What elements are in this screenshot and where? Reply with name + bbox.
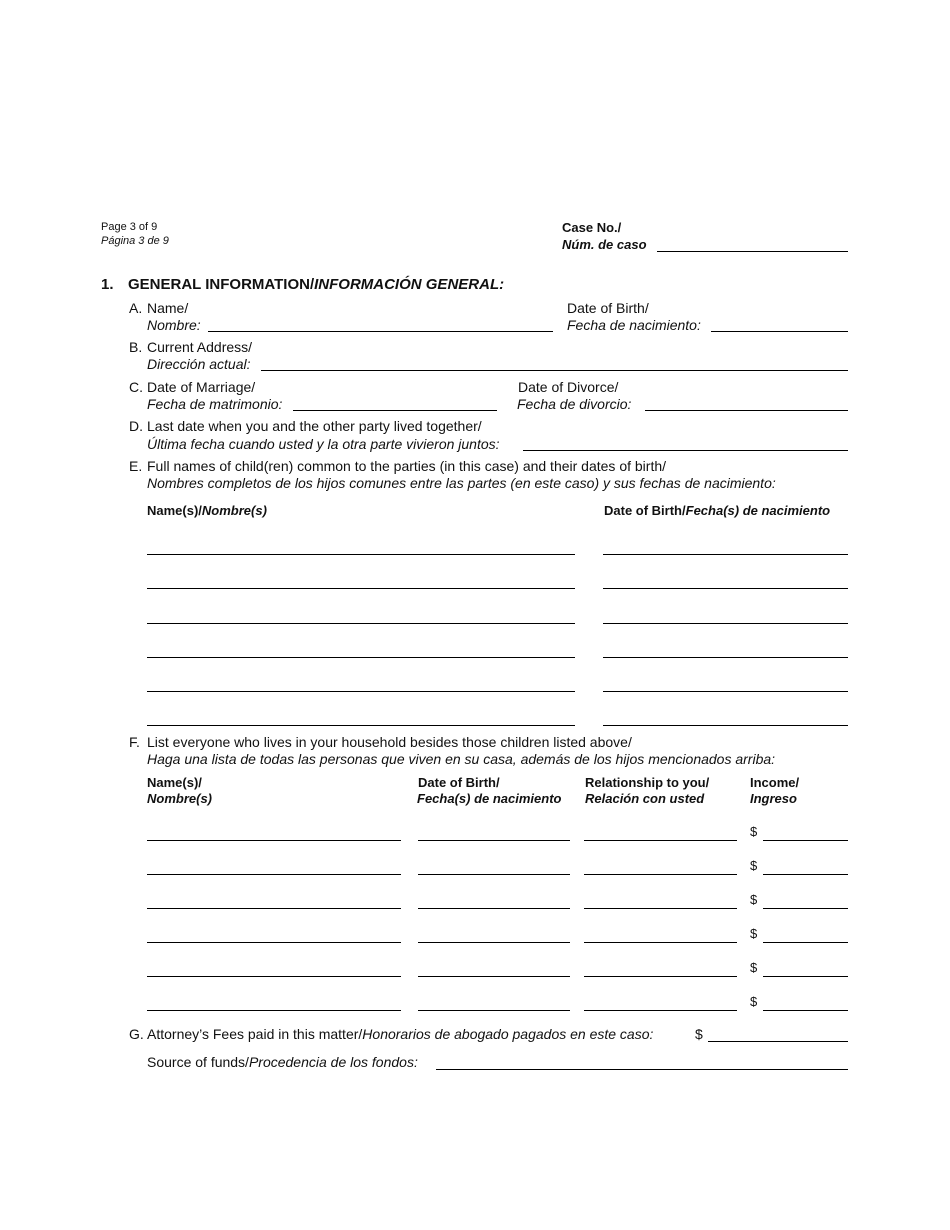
last-lived-together-input[interactable] bbox=[523, 434, 848, 451]
date-of-divorce-input[interactable] bbox=[645, 394, 848, 411]
item-letter-f: F. bbox=[129, 734, 140, 750]
household-name-input-2[interactable] bbox=[147, 858, 401, 875]
household-income-input-6[interactable] bbox=[763, 994, 848, 1011]
household-income-input-3[interactable] bbox=[763, 892, 848, 909]
child-name-input-1[interactable] bbox=[147, 538, 575, 555]
children-dob-header-english: Date of Birth/ bbox=[604, 503, 686, 518]
child-dob-input-1[interactable] bbox=[603, 538, 848, 555]
household-income-input-4[interactable] bbox=[763, 926, 848, 943]
item-letter-a: A. bbox=[129, 300, 143, 316]
child-dob-input-3[interactable] bbox=[603, 607, 848, 624]
item-letter-c: C. bbox=[129, 379, 143, 395]
name-label-spanish: Nombre: bbox=[147, 317, 201, 333]
attorney-fees-input[interactable] bbox=[708, 1025, 848, 1042]
date-of-birth-input[interactable] bbox=[711, 315, 848, 332]
household-relationship-input-2[interactable] bbox=[584, 858, 737, 875]
household-income-input-5[interactable] bbox=[763, 960, 848, 977]
household-dob-input-2[interactable] bbox=[418, 858, 570, 875]
household-relationship-input-6[interactable] bbox=[584, 994, 737, 1011]
household-relationship-input-1[interactable] bbox=[584, 824, 737, 841]
current-address-input[interactable] bbox=[261, 354, 848, 371]
current-address-label-spanish: Dirección actual: bbox=[147, 356, 251, 372]
page-number-spanish: Página 3 de 9 bbox=[101, 235, 169, 247]
household-name-header: Name(s)/ bbox=[147, 775, 202, 790]
children-name-header-english: Name(s)/ bbox=[147, 503, 202, 518]
income-currency-symbol-3: $ bbox=[750, 892, 758, 907]
date-of-divorce-label: Date of Divorce/ bbox=[518, 379, 619, 395]
child-name-input-2[interactable] bbox=[147, 572, 575, 589]
attorney-fees-label-english: Attorney’s Fees paid in this matter/ bbox=[147, 1026, 363, 1042]
item-letter-d: D. bbox=[129, 418, 143, 434]
household-relationship-header: Relationship to you/ bbox=[585, 775, 710, 790]
household-name-input-3[interactable] bbox=[147, 892, 401, 909]
source-of-funds-input[interactable] bbox=[436, 1053, 848, 1070]
household-name-input-6[interactable] bbox=[147, 994, 401, 1011]
case-number-label-spanish: Núm. de caso bbox=[562, 237, 647, 252]
child-name-input-5[interactable] bbox=[147, 675, 575, 692]
household-name-header-spanish: Nombre(s) bbox=[147, 791, 213, 806]
section-title-spanish: INFORMACIÓN GENERAL: bbox=[314, 276, 505, 293]
household-dob-input-5[interactable] bbox=[418, 960, 570, 977]
household-dob-input-3[interactable] bbox=[418, 892, 570, 909]
household-name-input-5[interactable] bbox=[147, 960, 401, 977]
child-dob-input-2[interactable] bbox=[603, 572, 848, 589]
child-name-input-6[interactable] bbox=[147, 709, 575, 726]
page-number: Page 3 of 9 bbox=[101, 221, 158, 233]
children-instructions: Full names of child(ren) common to the parties (in this case) and their dates of birth/ bbox=[147, 458, 667, 474]
household-income-input-1[interactable] bbox=[763, 824, 848, 841]
child-dob-input-4[interactable] bbox=[603, 641, 848, 658]
date-of-marriage-input[interactable] bbox=[293, 394, 497, 411]
income-currency-symbol-2: $ bbox=[750, 858, 758, 873]
case-number-input[interactable] bbox=[657, 235, 848, 252]
household-dob-input-4[interactable] bbox=[418, 926, 570, 943]
children-instructions-spanish: Nombres completos de los hijos comunes entre las partes (en este caso) y sus fechas de nacimiento: bbox=[147, 475, 776, 491]
date-of-marriage-label: Date of Marriage/ bbox=[147, 379, 256, 395]
attorney-fees-label bbox=[147, 1026, 653, 1042]
household-name-input-1[interactable] bbox=[147, 824, 401, 841]
household-instructions: List everyone who lives in your household besides those children listed above/ bbox=[147, 734, 632, 750]
source-of-funds-label-spanish: Procedencia de los fondos: bbox=[248, 1054, 418, 1070]
item-letter-g: G. bbox=[129, 1026, 144, 1042]
children-name-column-header bbox=[147, 503, 267, 518]
name-input[interactable] bbox=[208, 315, 553, 332]
household-income-header: Income/ bbox=[750, 775, 800, 790]
item-letter-e: E. bbox=[129, 458, 143, 474]
household-instructions-spanish: Haga una lista de todas las personas que viven en su casa, además de los hijos mencionados arriba: bbox=[147, 751, 776, 767]
current-address-label: Current Address/ bbox=[147, 339, 253, 355]
child-dob-input-6[interactable] bbox=[603, 709, 848, 726]
child-name-input-3[interactable] bbox=[147, 607, 575, 624]
source-of-funds-label bbox=[147, 1054, 418, 1070]
section-title bbox=[128, 276, 504, 293]
attorney-fees-label-spanish: Honorarios de abogado pagados en este caso: bbox=[362, 1026, 654, 1042]
item-letter-b: B. bbox=[129, 339, 143, 355]
household-income-header-spanish: Ingreso bbox=[750, 791, 797, 806]
income-currency-symbol-4: $ bbox=[750, 926, 758, 941]
children-name-header-spanish: Nombre(s) bbox=[201, 503, 267, 518]
household-income-input-2[interactable] bbox=[763, 858, 848, 875]
children-dob-column-header bbox=[604, 503, 830, 518]
income-currency-symbol-1: $ bbox=[750, 824, 758, 839]
section-number: 1. bbox=[101, 276, 114, 293]
attorney-fees-currency-symbol: $ bbox=[695, 1026, 703, 1042]
source-of-funds-label-english: Source of funds/ bbox=[147, 1054, 249, 1070]
section-title-english: GENERAL INFORMATION/ bbox=[128, 276, 315, 293]
case-number-label: Case No./ bbox=[562, 220, 622, 235]
household-relationship-input-4[interactable] bbox=[584, 926, 737, 943]
child-dob-input-5[interactable] bbox=[603, 675, 848, 692]
date-of-marriage-label-spanish: Fecha de matrimonio: bbox=[147, 396, 283, 412]
household-dob-header-spanish: Fecha(s) de nacimiento bbox=[417, 791, 562, 806]
household-name-input-4[interactable] bbox=[147, 926, 401, 943]
name-label: Name/ bbox=[147, 300, 189, 316]
children-dob-header-spanish: Fecha(s) de nacimiento bbox=[685, 503, 831, 518]
household-dob-input-6[interactable] bbox=[418, 994, 570, 1011]
income-currency-symbol-5: $ bbox=[750, 960, 758, 975]
household-relationship-input-5[interactable] bbox=[584, 960, 737, 977]
date-of-birth-label-spanish: Fecha de nacimiento: bbox=[567, 317, 701, 333]
income-currency-symbol-6: $ bbox=[750, 994, 758, 1009]
date-of-divorce-label-spanish: Fecha de divorcio: bbox=[517, 396, 632, 412]
date-of-birth-label: Date of Birth/ bbox=[567, 300, 649, 316]
household-relationship-input-3[interactable] bbox=[584, 892, 737, 909]
household-dob-header: Date of Birth/ bbox=[418, 775, 500, 790]
household-dob-input-1[interactable] bbox=[418, 824, 570, 841]
last-lived-together-label-spanish: Última fecha cuando usted y la otra parte vivieron juntos: bbox=[147, 436, 500, 452]
household-relationship-header-spanish: Relación con usted bbox=[585, 791, 705, 806]
last-lived-together-label: Last date when you and the other party lived together/ bbox=[147, 418, 482, 434]
child-name-input-4[interactable] bbox=[147, 641, 575, 658]
